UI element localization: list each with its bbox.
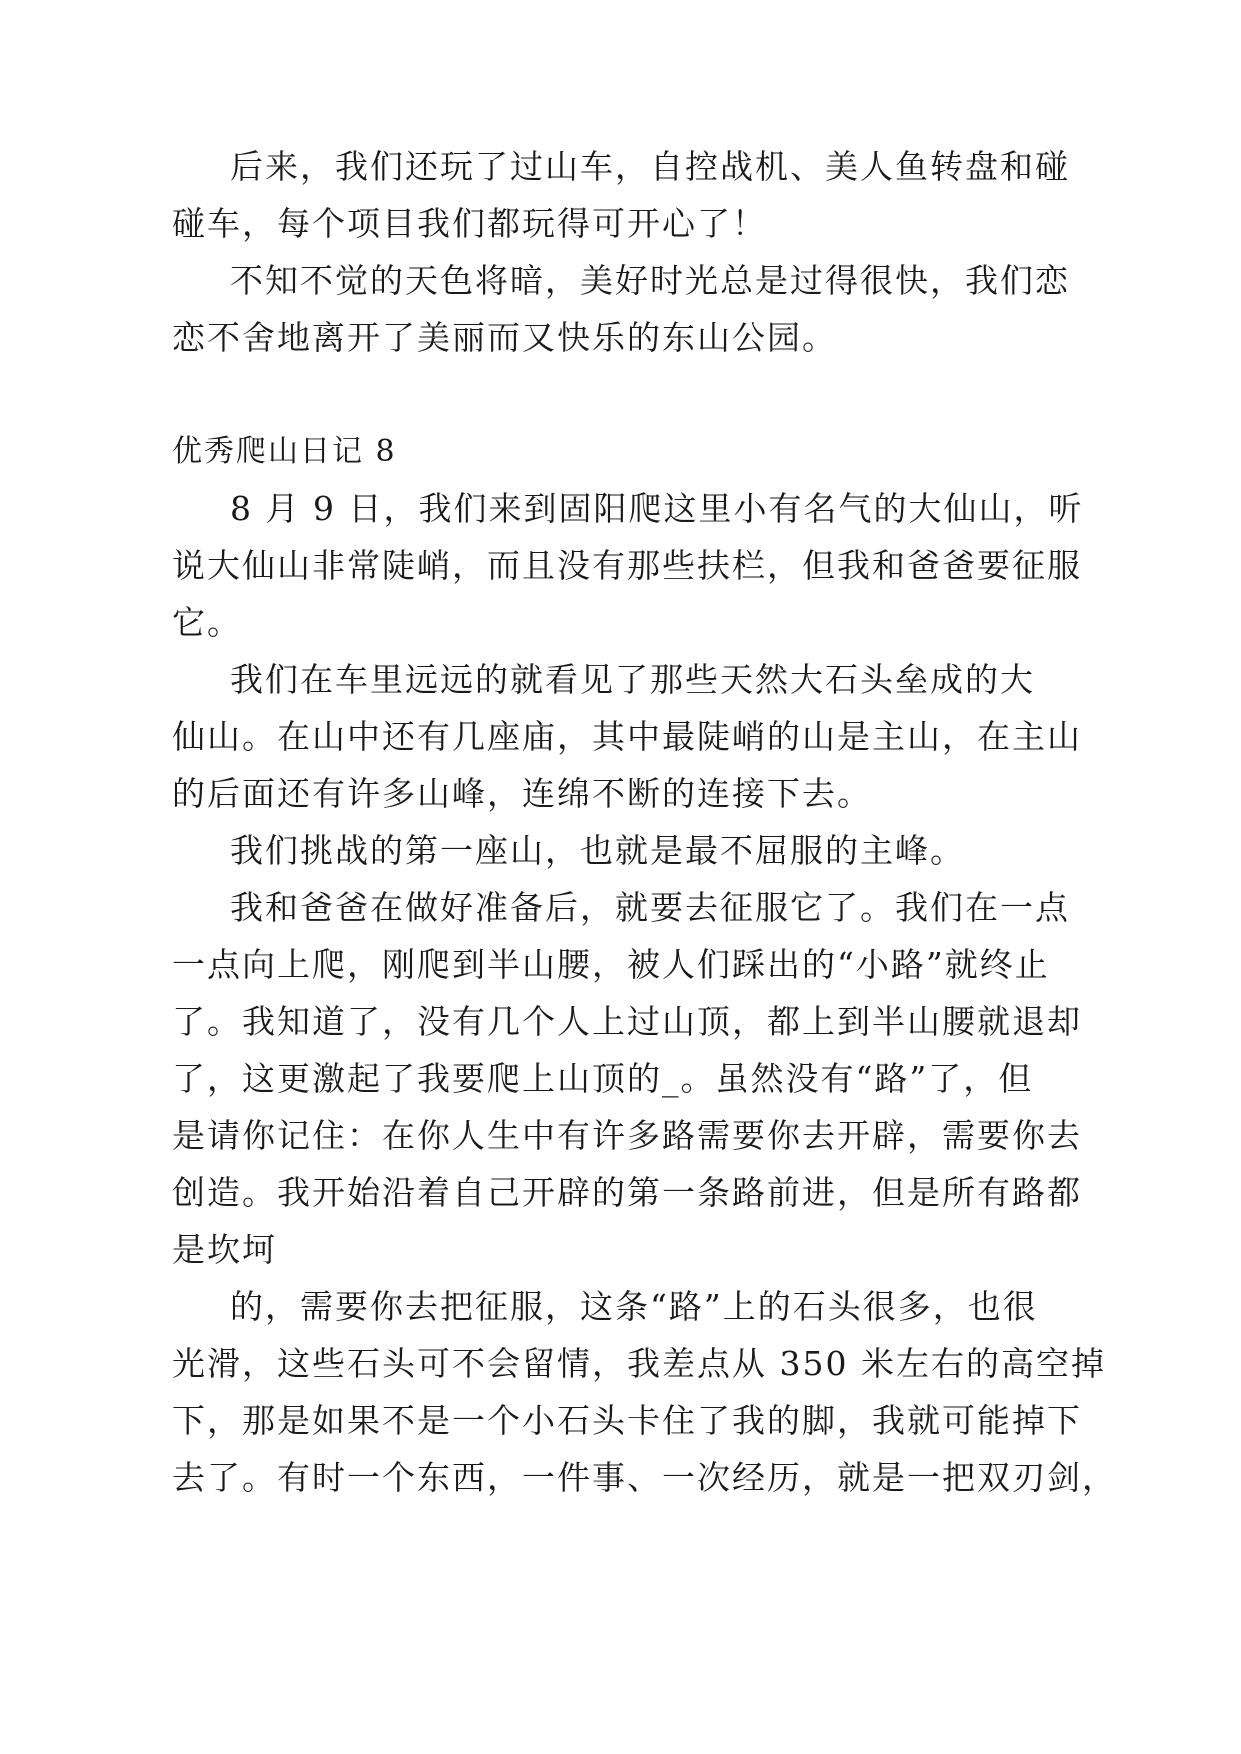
text-line: 的后面还有许多山峰，连绵不断的连接下去。 (172, 774, 872, 813)
text-line: 说大仙山非常陡峭，而且没有那些扶栏，但我和爸爸要征服 (172, 546, 1082, 585)
text-line: 它。 (172, 603, 242, 642)
text-line: 我们挑战的第一座山，也就是最不屈服的主峰。 (230, 831, 965, 870)
paragraph (172, 480, 1084, 651)
text-line: 去了。有时一个东西，一件事、一次经历，就是一把双刃剑， (172, 1458, 1117, 1497)
text-line: 我和爸爸在做好准备后，就要去征服它了。我们在一点 (230, 888, 1070, 927)
text-line: 8 月 9 日，我们来到固阳爬这里小有名气的大仙山，听 (230, 489, 1084, 528)
text-line: 光滑，这些石头可不会留情，我差点从 350 米左右的高空掉 (172, 1344, 1106, 1383)
text-line: 是请你记住：在你人生中有许多路需要你去开辟，需要你去 (172, 1116, 1082, 1155)
text-line: 我们在车里远远的就看见了那些天然大石头垒成的大 (230, 660, 1035, 699)
section-heading: 优秀爬山日记 8 (172, 434, 397, 469)
text-line: 的，需要你去把征服，这条“路”上的石头很多，也很 (230, 1287, 1038, 1326)
text-line: 一点向上爬，刚爬到半山腰，被人们踩出的“小路”就终止 (172, 945, 1050, 984)
paragraph (172, 252, 1070, 366)
text-line: 仙山。在山中还有几座庙，其中最陡峭的山是主山，在主山 (172, 717, 1082, 756)
text-line: 下，那是如果不是一个小石头卡住了我的脚，我就可能掉下 (172, 1401, 1082, 1440)
document-body (172, 138, 1117, 1506)
text-line: 不知不觉的天色将暗，美好时光总是过得很快，我们恋 (230, 261, 1070, 300)
paragraph (172, 138, 1070, 252)
text-line: 了。我知道了，没有几个人上过山顶，都上到半山腰就退却 (172, 1002, 1082, 1041)
text-line: 后来，我们还玩了过山车，自控战机、美人鱼转盘和碰 (230, 147, 1070, 186)
paragraph (172, 879, 1082, 1278)
text-line: 恋不舍地离开了美丽而又快乐的东山公园。 (172, 318, 837, 357)
paragraph (172, 1278, 1117, 1506)
text-line: 是坎坷 (172, 1230, 277, 1269)
paragraph (172, 822, 965, 879)
text-line: 创造。我开始沿着自己开辟的第一条路前进，但是所有路都 (172, 1173, 1082, 1212)
paragraph (172, 651, 1082, 822)
text-line: 了，这更激起了我要爬上山顶的_。虽然没有“路”了，但 (172, 1059, 1034, 1098)
text-line: 碰车，每个项目我们都玩得可开心了！ (172, 204, 767, 243)
